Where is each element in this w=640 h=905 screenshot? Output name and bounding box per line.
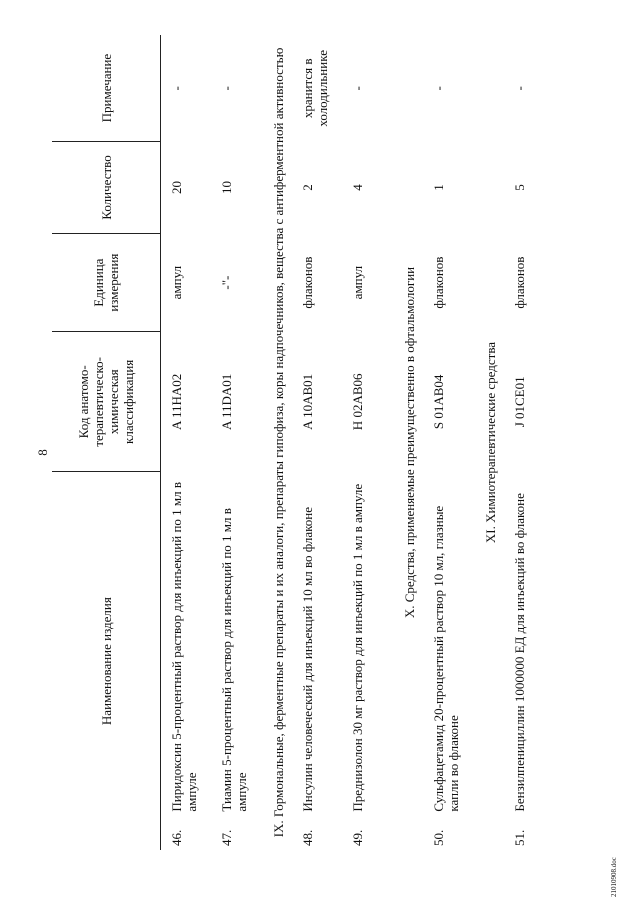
note: -: [512, 86, 527, 91]
table-row: [504, 35, 554, 850]
note: -: [219, 86, 234, 91]
quantity: 4: [350, 184, 365, 191]
table-row: [211, 35, 261, 850]
unit: ампул: [169, 265, 184, 300]
note: хранится в холодильнике: [300, 50, 330, 127]
atc-code: A 11DA01: [219, 373, 234, 430]
row-number: 47.: [219, 829, 234, 846]
note: -: [431, 86, 446, 91]
item-name: Бензилпенициллин 1000000 ЕД для инъекций во флаконе: [512, 493, 527, 812]
quantity: 2: [300, 184, 315, 191]
quantity: 1: [431, 184, 446, 191]
row-number: 46.: [169, 829, 184, 846]
row-number: 51.: [512, 829, 527, 846]
header-name: Наименование изделия: [52, 472, 161, 850]
atc-code: H 02AB06: [350, 373, 365, 431]
item-name: Преднизолон 30 мг раствор для инъекций по 1 мл в ампуле: [350, 483, 365, 812]
header-unit: Единица измерения: [52, 233, 161, 332]
page-number: 8: [35, 449, 50, 456]
table-row: [423, 35, 473, 850]
item-name: Тиамин 5-процентный раствор для инъекций по 1 мл в ампуле: [219, 508, 249, 812]
atc-code: A 10AB01: [300, 373, 315, 430]
quantity: 20: [169, 180, 184, 194]
unit: ампул: [350, 265, 365, 300]
note: -: [169, 86, 184, 91]
unit: -"-: [219, 275, 234, 290]
section-heading: XI. Химиотерапевтические средства: [483, 341, 498, 544]
unit: флаконов: [512, 256, 527, 309]
header-note: Примечание: [52, 35, 161, 142]
section-heading: IX. Гормональные, ферментные препараты и их аналоги, препараты гипофиза, коры надпочечников, вещества с антиферментной активностью: [271, 47, 286, 838]
section-heading-row: [392, 35, 423, 850]
table-row: [292, 35, 342, 850]
quantity: 5: [512, 184, 527, 191]
medications-table: [52, 35, 554, 850]
file-label: 21010908.doc: [610, 857, 618, 897]
atc-code: J 01CE01: [512, 376, 527, 428]
header-quantity: Количество: [52, 142, 161, 234]
table-header-row: [52, 35, 161, 850]
row-number: 50.: [431, 829, 446, 846]
note: -: [350, 86, 365, 91]
section-heading-row: [261, 35, 292, 850]
item-name: Пиридоксин 5-процентный раствор для инъекций по 1 мл в ампуле: [169, 481, 199, 812]
atc-code: A 11HA02: [169, 373, 184, 430]
item-name: Инсулин человеческий для инъекций 10 мл во флаконе: [300, 506, 315, 812]
row-number: 49.: [350, 829, 365, 846]
item-name: Сульфацетамид 20-процентный раствор 10 мл, глазные капли во флаконе: [431, 505, 461, 812]
row-number: 48.: [300, 829, 315, 846]
section-heading-row: [473, 35, 504, 850]
quantity: 10: [219, 180, 234, 194]
table-row: [161, 35, 212, 850]
unit: флаконов: [431, 256, 446, 309]
unit: флаконов: [300, 256, 315, 309]
section-heading: X. Средства, применяемые преимущественно в офтальмологии: [402, 266, 417, 619]
header-code: Код анатомо-терапевтическо-химическая классификация: [52, 332, 161, 472]
table-row: [342, 35, 392, 850]
atc-code: S 01AB04: [431, 374, 446, 430]
